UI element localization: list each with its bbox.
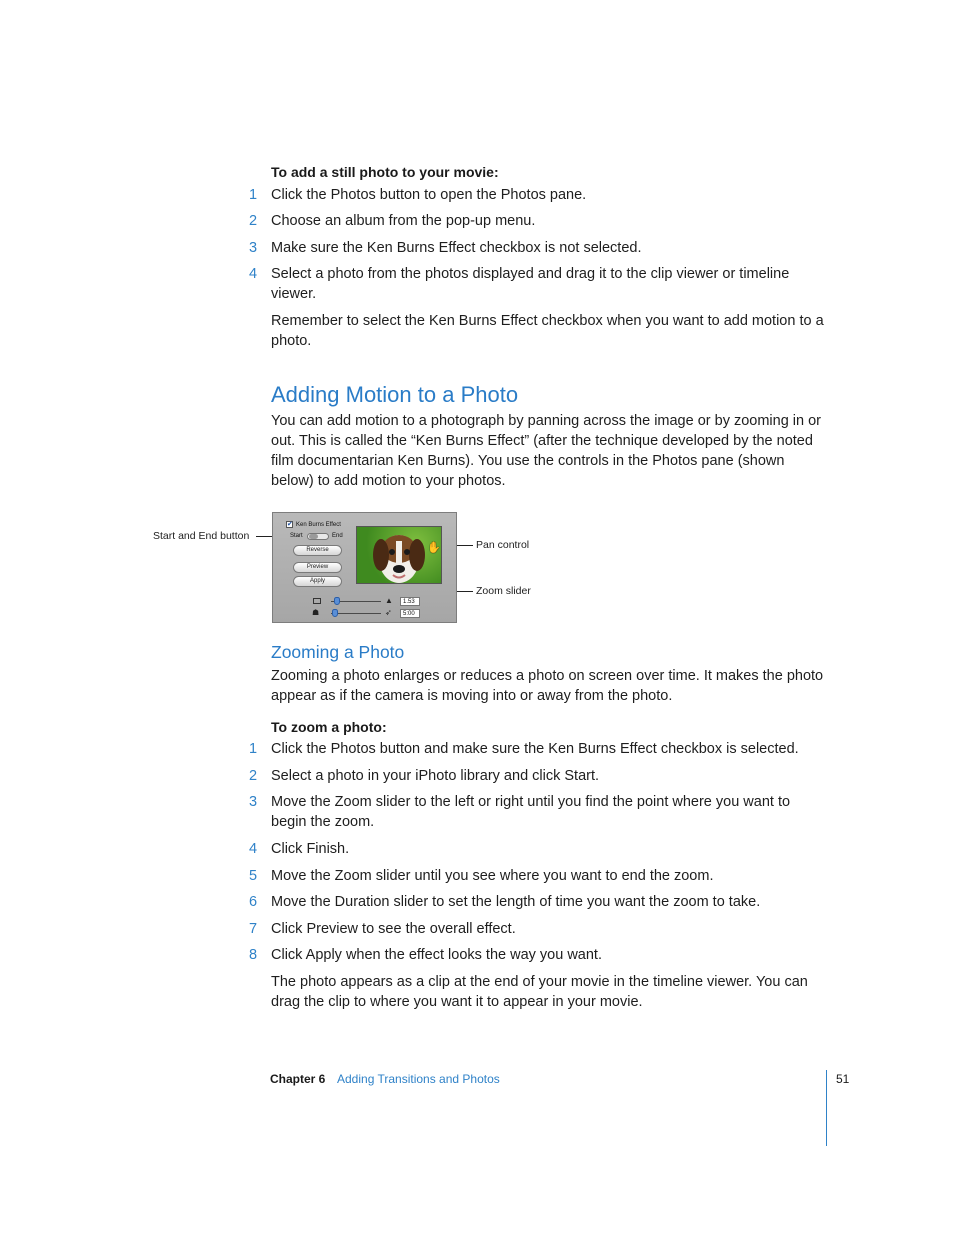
section-body: You can add motion to a photograph by panning across the image or by zooming in or out. This is called the “Ken Burns Effect” (after the technique developed by the noted film documentarian Ken Burns). You use the controls in the Photos pane (shown below) to add motion to your photos. bbox=[271, 413, 822, 489]
page-number: 51 bbox=[836, 1072, 850, 1086]
callout-start-end: Start and End button bbox=[153, 530, 250, 542]
zoom-slider-knob[interactable] bbox=[334, 597, 340, 605]
step-text: Make sure the Ken Burns Effect checkbox is not selected. bbox=[271, 240, 642, 256]
step-number: 6 bbox=[249, 894, 258, 910]
step-number: 1 bbox=[249, 741, 258, 757]
step-text: Select a photo from the photos displayed and drag it to the clip viewer or timeline viewer. bbox=[271, 266, 790, 302]
step-number: 3 bbox=[249, 794, 258, 810]
start-end-toggle[interactable] bbox=[307, 533, 329, 540]
footer-chapter: Chapter 6 bbox=[270, 1072, 326, 1086]
apply-button[interactable]: Apply bbox=[293, 576, 342, 587]
step-text: Move the Zoom slider to the left or right until you find the point where you want to begin the zoom. bbox=[271, 794, 791, 830]
footer-chapter-title: Adding Transitions and Photos bbox=[337, 1072, 500, 1086]
step-number: 3 bbox=[249, 240, 258, 256]
subsection-title: Zooming a Photo bbox=[271, 642, 405, 662]
zoom-small-icon bbox=[313, 598, 321, 604]
ken-burns-checkbox[interactable]: ✔ bbox=[287, 521, 293, 528]
toggle-knob bbox=[309, 534, 318, 539]
closing-paragraph: The photo appears as a clip at the end of your movie in the timeline viewer. You can drag the clip to where you want it to appear in your movie. bbox=[271, 974, 808, 1010]
step-number: 4 bbox=[249, 841, 258, 857]
photos-pane bbox=[272, 512, 457, 623]
step-text: Click the Photos button to open the Photos pane. bbox=[271, 187, 587, 203]
checkbox-label: Ken Burns Effect bbox=[296, 522, 341, 528]
subsection-body: Zooming a photo enlarges or reduces a photo on screen over time. It makes the photo appear as if the camera is moving into or away from the photo. bbox=[271, 668, 824, 704]
steps-heading: To add a still photo to your movie: bbox=[271, 164, 499, 180]
step-text: Move the Zoom slider until you see where you want to end the zoom. bbox=[271, 868, 714, 884]
rabbit-icon: ➶ bbox=[385, 608, 392, 617]
step-text: Click the Photos button and make sure the Ken Burns Effect checkbox is selected. bbox=[271, 741, 799, 757]
callout-pan: Pan control bbox=[476, 539, 530, 551]
duration-slider-knob[interactable] bbox=[332, 609, 338, 617]
hand-cursor-icon: ✋ bbox=[427, 542, 441, 554]
step-text: Select a photo in your iPhoto library and click Start. bbox=[271, 768, 600, 784]
step-text: Choose an album from the pop-up menu. bbox=[271, 213, 536, 229]
step-text: Click Finish. bbox=[271, 841, 350, 857]
note-paragraph: Remember to select the Ken Burns Effect checkbox when you want to add motion to a photo. bbox=[271, 313, 824, 349]
callout-zoom: Zoom slider bbox=[476, 585, 531, 597]
step-text: Click Preview to see the overall effect. bbox=[271, 921, 516, 937]
step-number: 4 bbox=[249, 266, 258, 282]
dog-image bbox=[357, 527, 442, 584]
dog-photo[interactable] bbox=[356, 526, 442, 584]
end-label: End bbox=[332, 533, 343, 539]
duration-slider-track[interactable] bbox=[331, 613, 381, 614]
step-number: 2 bbox=[249, 768, 258, 784]
duration-value-field[interactable]: 5:00 bbox=[400, 609, 420, 618]
preview-button[interactable]: Preview bbox=[293, 562, 342, 573]
step-number: 5 bbox=[249, 868, 258, 884]
zoom-large-icon: ▲ bbox=[385, 596, 393, 605]
step-number: 2 bbox=[249, 213, 258, 229]
footer-rule bbox=[826, 1070, 827, 1146]
turtle-icon: ☗ bbox=[312, 608, 320, 617]
step-number: 7 bbox=[249, 921, 258, 937]
reverse-button[interactable]: Reverse bbox=[293, 545, 342, 556]
section-title: Adding Motion to a Photo bbox=[271, 382, 519, 407]
start-label: Start bbox=[290, 533, 303, 539]
step-text: Click Apply when the effect looks the way you want. bbox=[271, 947, 602, 963]
steps-heading: To zoom a photo: bbox=[271, 719, 387, 735]
step-number: 8 bbox=[249, 947, 258, 963]
step-number: 1 bbox=[249, 187, 258, 203]
step-text: Move the Duration slider to set the length of time you want the zoom to take. bbox=[271, 894, 761, 910]
zoom-value-field[interactable]: 1.53 bbox=[400, 597, 420, 606]
